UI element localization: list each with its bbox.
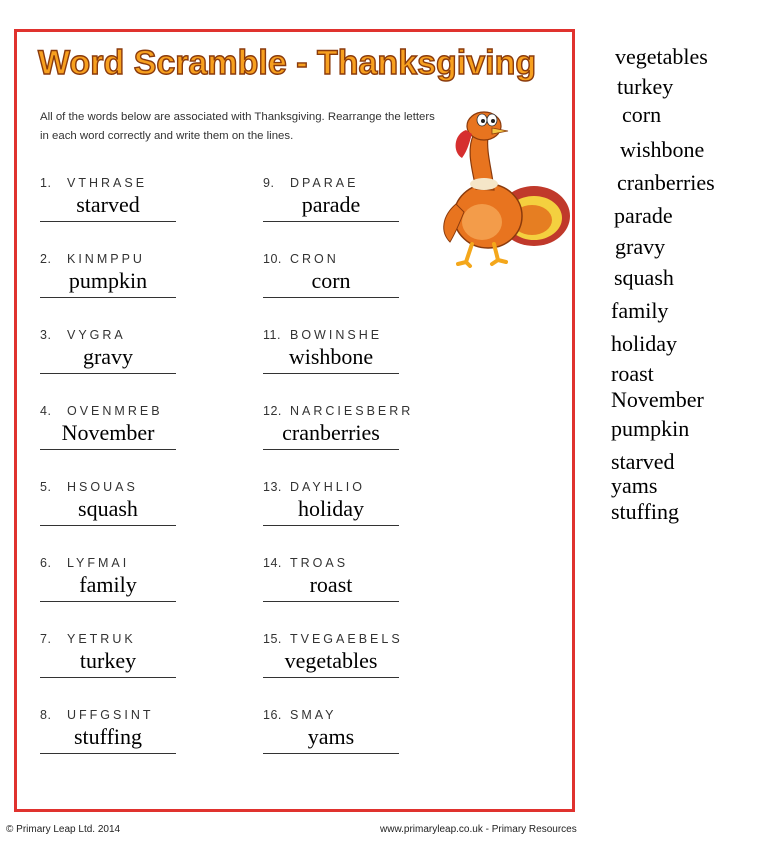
word-list-item: November bbox=[611, 387, 704, 412]
scrambled-word: BOWINSHE bbox=[290, 328, 383, 342]
answer-text[interactable]: turkey bbox=[79, 648, 137, 673]
answer-line bbox=[40, 677, 176, 678]
answer-line bbox=[263, 753, 399, 754]
item-number: 9. bbox=[263, 176, 275, 190]
answer-text[interactable]: yams bbox=[307, 724, 355, 749]
item-number: 3. bbox=[40, 328, 52, 342]
scramble-item bbox=[40, 480, 210, 540]
answer-text[interactable]: pumpkin bbox=[68, 268, 148, 293]
word-list-item: pumpkin bbox=[611, 416, 690, 441]
answer-line bbox=[40, 601, 176, 602]
answer-line bbox=[263, 677, 399, 678]
word-list-item: yams bbox=[611, 473, 658, 498]
answer-text[interactable]: holiday bbox=[298, 496, 364, 521]
item-number: 8. bbox=[40, 708, 52, 722]
answer-line bbox=[263, 221, 399, 222]
word-list-item: parade bbox=[614, 203, 673, 228]
item-number: 12. bbox=[263, 404, 282, 418]
scrambled-word: UFFGSINT bbox=[67, 708, 154, 722]
scrambled-word: TROAS bbox=[290, 556, 349, 570]
scramble-item bbox=[40, 708, 210, 768]
answer-text[interactable]: parade bbox=[301, 192, 361, 217]
scramble-item bbox=[263, 480, 433, 540]
scrambled-word: CRON bbox=[290, 252, 339, 266]
scrambled-word: LYFMAI bbox=[67, 556, 130, 570]
item-number: 2. bbox=[40, 252, 52, 266]
word-list-item: turkey bbox=[617, 74, 674, 99]
answer-text[interactable]: starved bbox=[76, 192, 140, 217]
answer-line bbox=[263, 373, 399, 374]
scrambled-word: HSOUAS bbox=[67, 480, 138, 494]
answer-line bbox=[40, 449, 176, 450]
word-list-item: family bbox=[611, 298, 669, 323]
answer-line bbox=[263, 601, 399, 602]
scrambled-word: OVENMREB bbox=[67, 404, 163, 418]
scramble-item bbox=[263, 404, 433, 464]
item-number: 15. bbox=[263, 632, 282, 646]
answer-line bbox=[40, 753, 176, 754]
scramble-item bbox=[40, 404, 210, 464]
scrambled-word: KINMPPU bbox=[67, 252, 145, 266]
answer-line bbox=[263, 297, 399, 298]
scramble-item bbox=[40, 252, 210, 312]
answer-line bbox=[40, 525, 176, 526]
answer-line bbox=[263, 525, 399, 526]
scramble-item bbox=[263, 632, 433, 692]
scramble-item bbox=[263, 708, 433, 768]
scramble-item bbox=[263, 176, 433, 236]
item-number: 7. bbox=[40, 632, 52, 646]
answer-line bbox=[40, 297, 176, 298]
item-number: 10. bbox=[263, 252, 282, 266]
answer-text[interactable]: November bbox=[61, 420, 155, 445]
footer-copyright: © Primary Leap Ltd. 2014 bbox=[6, 824, 121, 835]
word-list-item: corn bbox=[622, 102, 662, 127]
scramble-item bbox=[40, 632, 210, 692]
item-number: 4. bbox=[40, 404, 52, 418]
footer-site: www.primaryleap.co.uk - Primary Resources bbox=[380, 824, 577, 835]
scrambled-word: DAYHLIO bbox=[290, 480, 365, 494]
answer-text[interactable]: squash bbox=[78, 496, 138, 521]
answer-line bbox=[40, 373, 176, 374]
word-list-item: stuffing bbox=[611, 499, 680, 524]
word-list-item: holiday bbox=[611, 331, 677, 356]
scrambled-word: DPARAE bbox=[290, 176, 359, 190]
scrambled-word: VTHRASE bbox=[67, 176, 148, 190]
scramble-item bbox=[263, 556, 433, 616]
scramble-item bbox=[263, 252, 433, 312]
scramble-item bbox=[263, 328, 433, 388]
word-list-item: squash bbox=[614, 265, 674, 290]
answer-text[interactable]: cranberries bbox=[282, 420, 380, 445]
scramble-item bbox=[40, 328, 210, 388]
word-list-item: starved bbox=[611, 449, 675, 474]
item-number: 16. bbox=[263, 708, 282, 722]
item-number: 11. bbox=[263, 328, 281, 342]
scrambled-word: SMAY bbox=[290, 708, 337, 722]
word-list-item: wishbone bbox=[620, 137, 705, 162]
scramble-item bbox=[40, 556, 210, 616]
item-number: 6. bbox=[40, 556, 52, 570]
word-list-item: roast bbox=[611, 361, 654, 386]
answer-text[interactable]: gravy bbox=[82, 344, 134, 369]
word-list-item: gravy bbox=[615, 234, 666, 259]
scrambled-word: TVEGAEBELS bbox=[290, 632, 403, 646]
word-list-item: vegetables bbox=[615, 44, 708, 69]
answer-text[interactable]: vegetables bbox=[284, 648, 378, 673]
answer-text[interactable]: family bbox=[79, 572, 137, 597]
answer-text[interactable]: wishbone bbox=[288, 344, 374, 369]
item-number: 1. bbox=[40, 176, 52, 190]
instructions-text: All of the words below are associated with Thanksgiving. Rearrange the letters in each word correctly and write them on the lines. bbox=[40, 111, 435, 142]
word-list-item: cranberries bbox=[617, 170, 715, 195]
scrambled-word: VYGRA bbox=[67, 328, 126, 342]
answer-text[interactable]: roast bbox=[309, 572, 353, 597]
scrambled-word: YETRUK bbox=[67, 632, 136, 646]
answer-line bbox=[263, 449, 399, 450]
answer-text[interactable]: stuffing bbox=[73, 724, 143, 749]
scramble-item bbox=[40, 176, 210, 236]
answer-text[interactable]: corn bbox=[311, 268, 351, 293]
scrambled-word: NARCIESBERR bbox=[290, 404, 414, 418]
worksheet-title: Word Scramble - Thanksgiving bbox=[38, 44, 537, 82]
turkey-illustration bbox=[436, 104, 572, 268]
answer-line bbox=[40, 221, 176, 222]
item-number: 14. bbox=[263, 556, 282, 570]
item-number: 13. bbox=[263, 480, 282, 494]
item-number: 5. bbox=[40, 480, 52, 494]
